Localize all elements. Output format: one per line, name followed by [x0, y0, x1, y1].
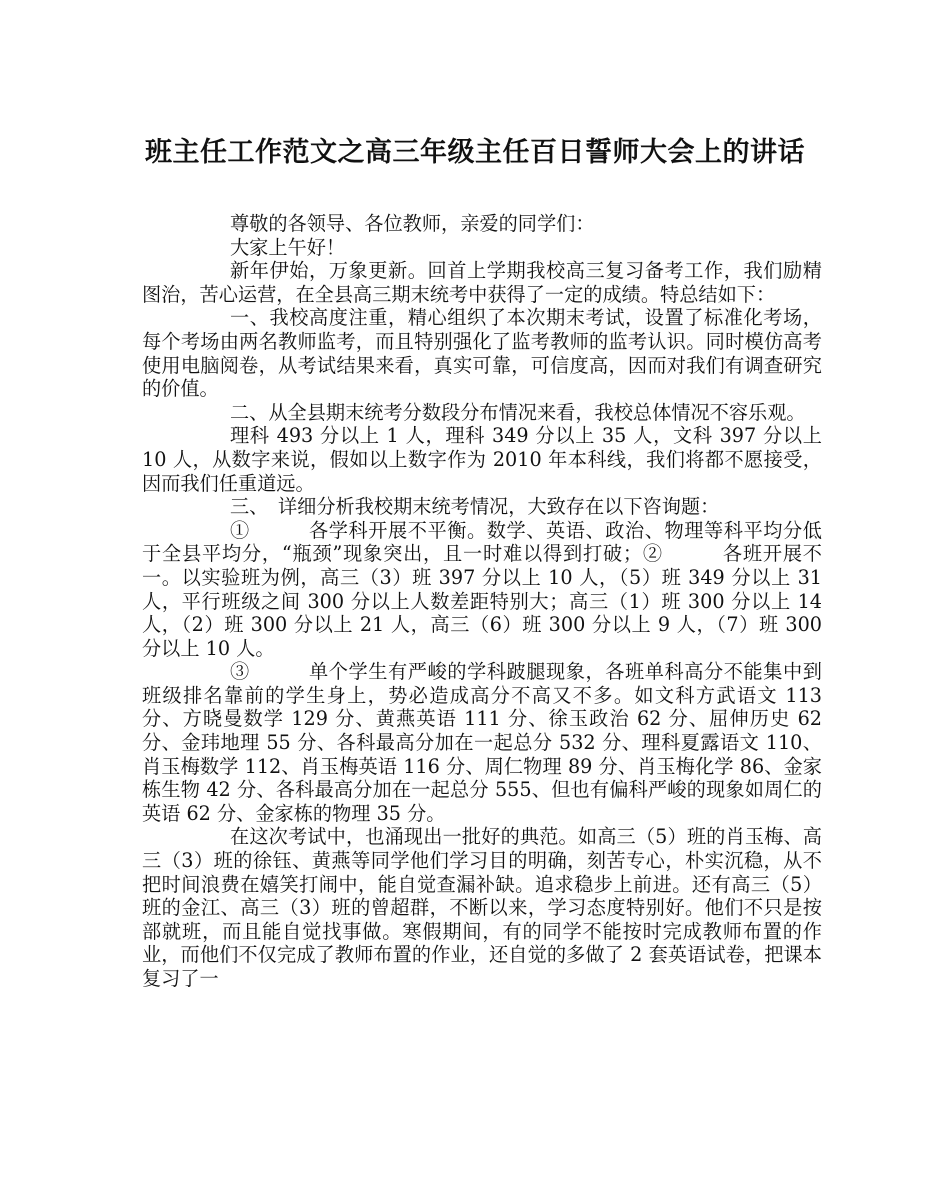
examples-paragraph: 在这次考试中，也涌现出一批好的典范。如高三（5）班的肖玉梅、高三（3）班的徐钰、黄燕等同学他们学习目的明确，刻苦专心，朴实沉稳，从不把时间浪费在嬉笑打闹中，能自觉查漏补缺。追求稳步上前进。还有高三（5）班的金江、高三（3）班的曾超群，不断以来，学习态度特别好。他们不只是按部就班，而且能自觉找事做。寒假期间，有的同学不能按时完成教师布置的作业，而他们不仅完成了教师布置的作业，还自觉的多做了 2 套英语试卷，把课本复习了一 — [142, 825, 822, 990]
point-one-paragraph: 一、我校高度注重，精心组织了本次期末考试，设置了标准化考场，每个考场由两名教师监考，而且特别强化了监考教师的监考认识。同时模仿高考使用电脑阅卷，从考试结果来看，真实可靠，可信度高，因而对我们有调查研究的价值。 — [142, 306, 822, 401]
score-summary-paragraph: 理科 493 分以上 1 人，理科 349 分以上 35 人，文科 397 分以上 10 人，从数字来说，假如以上数字作为 2010 年本科线，我们将都不愿接受，因而我们任重道远。 — [142, 424, 822, 495]
greeting-paragraph: 尊敬的各领导、各位教师，亲爱的同学们： — [230, 212, 595, 235]
point-two-paragraph: 二、从全县期末统考分数段分布情况来看，我校总体情况不容乐观。 — [230, 400, 806, 424]
intro-paragraph: 新年伊始，万象更新。回首上学期我校高三复习备考工作，我们励精图治，苦心运营，在全县高三期末统考中获得了一定的成绩。特总结如下： — [142, 259, 822, 306]
analysis-item-paragraph: ① 各学科开展不平衡。数学、英语、政治、物理等科平均分低于全县平均分，“瓶颈”现象突出，且一时难以得到打破；② 各班开展不一。以实验班为例，高三（3）班 397 分以上 10 人，（5）班 349 分以上 31 人，平行班级之间 300 分以上人数差距特别大；高三（1）班 300 分以上 14 人，（2）班 300 分以上 21 人，高三（6）班 300 分以上 9 人，（7）班 300 分以上 10 人。 — [142, 518, 822, 660]
student-analysis-paragraph: ③ 单个学生有严峻的学科跛腿现象，各班单科高分不能集中到班级排名靠前的学生身上，势必造成高分不高又不多。如文科方武语文 113 分、方晓曼数学 129 分、黄燕英语 111 分、徐玉政治 62 分、屈伸历史 62 分、金玮地理 55 分、各科最高分加在一起总分 532 分、理科夏露语文 110、肖玉梅数学 112、肖玉梅英语 116 分、周仁物理 89 分、肖玉梅化学 86、金家栋生物 42 分、各科最高分加在一起总分 555、但也有偏科严峻的现象如周仁的英语 62 分、金家栋的物理 35 分。 — [142, 660, 822, 825]
salutation-paragraph: 大家上午好！ — [230, 235, 346, 259]
document-body — [142, 212, 822, 991]
document-title: 班主任工作范文之高三年级主任百日誓师大会上的讲话 — [145, 137, 805, 168]
point-three-paragraph: 三、 详细分析我校期末统考情况，大致存在以下咨询题： — [230, 495, 720, 519]
